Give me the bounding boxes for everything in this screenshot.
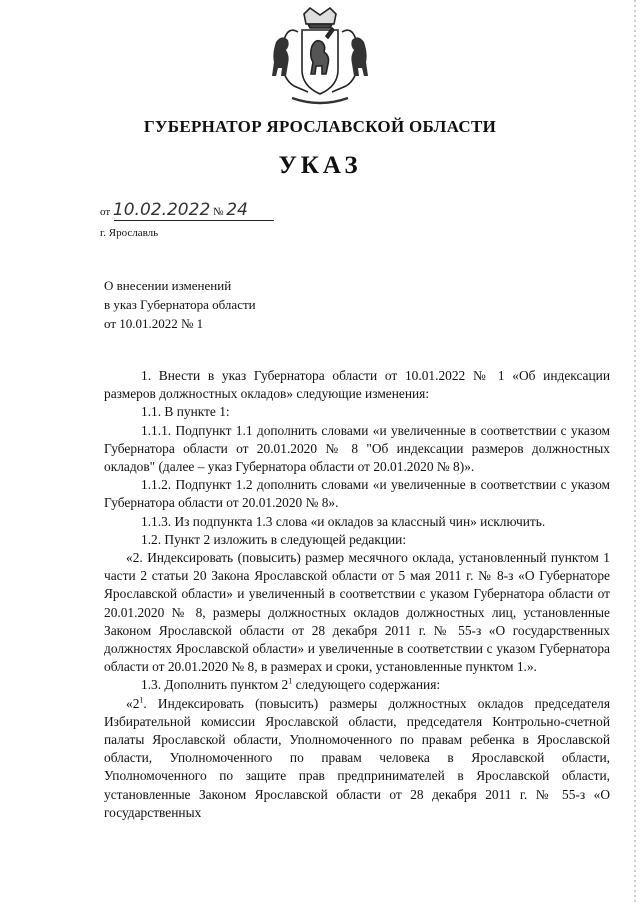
date-value: 10.02.2022 <box>112 200 211 220</box>
coat-of-arms-icon <box>268 6 372 110</box>
subject-line: О внесении изменений <box>104 278 232 293</box>
subject-line: от 10.01.2022 № 1 <box>104 316 204 331</box>
paragraph: 1.1.1. Подпункт 1.1 дополнить словами «и увеличенные в соответствии с указом Губернатора области от 20.01.2020 № 8 "Об индексации размеров должностных окладов" (далее – указ Губернатора области от 20.01.2020 № 8)». <box>104 422 610 475</box>
date-number-line <box>100 200 248 220</box>
superscript: 1 <box>288 676 293 686</box>
paragraph: 1.1.3. Из подпункта 1.3 слова «и окладов за классный чин» исключить. <box>141 513 546 529</box>
paragraph: 1.1. В пункте 1: <box>141 404 230 420</box>
paragraph-text: . Индексировать (повысить) размеры должностных окладов председателя Избирательной комиссии Ярославской области, председателя Контрольно-счетной палаты Ярославской области, Уполномоченного по правам ребенка в Ярославской области, Уполномоченного по правам человека в Ярославской области, Уполномоченного по защите прав предпринимателей в Ярославской области, установленные Законом Ярославской области от 28 декабря 2011 г. № 55-з «О государственных <box>104 695 610 820</box>
superscript: 1 <box>139 695 144 705</box>
paragraph <box>104 676 610 694</box>
date-prefix: от <box>100 206 111 218</box>
number-prefix: № <box>213 206 224 218</box>
paragraph <box>104 695 610 822</box>
paragraph: 1. Внести в указ Губернатора области от 10.01.2022 № 1 «Об индексации размеров должностных окладов» следующие изменения: <box>104 368 610 402</box>
document-type-heading: УКАЗ <box>278 152 362 179</box>
decree-body <box>104 367 610 822</box>
subject-line: в указ Губернатора области <box>104 297 256 312</box>
paragraph-text: «2 <box>126 695 140 711</box>
number-value: 24 <box>226 200 248 220</box>
paragraph-text: 1.3. Дополнить пунктом 2 <box>141 677 289 693</box>
paragraph: 1.2. Пункт 2 изложить в следующей редакции: <box>141 531 407 547</box>
paragraph-text: следующего содержания: <box>292 677 441 693</box>
authority-title: ГУБЕРНАТОР ЯРОСЛАВСКОЙ ОБЛАСТИ <box>143 117 497 136</box>
city: г. Ярославль <box>100 227 159 239</box>
paragraph: «2. Индексировать (повысить) размер месячного оклада, установленный пунктом 1 части 2 статьи 20 Закона Ярославской области от 5 мая 2011 г. № 8-з «О Губернаторе Ярославской области» и увеличенный в соответствии с указом Губернатора области от 20.01.2020 № 8, размеры должностных окладов должностных лиц, установленные Законом Ярославской области от 28 декабря 2011 г. № 55-з «О государственных должностях Ярославской области» и увеличенные в соответствии с указом Губернатора области от 20.01.2020 № 8, в размерах и сроки, установленные пунктом 1.». <box>104 550 610 675</box>
subject-block <box>104 276 256 333</box>
date-underline <box>114 220 274 221</box>
paragraph: 1.1.2. Подпункт 1.2 дополнить словами «и увеличенные в соответствии с указом Губернатора области от 20.01.2020 № 8». <box>104 477 610 511</box>
scan-edge-artifact <box>632 0 638 905</box>
